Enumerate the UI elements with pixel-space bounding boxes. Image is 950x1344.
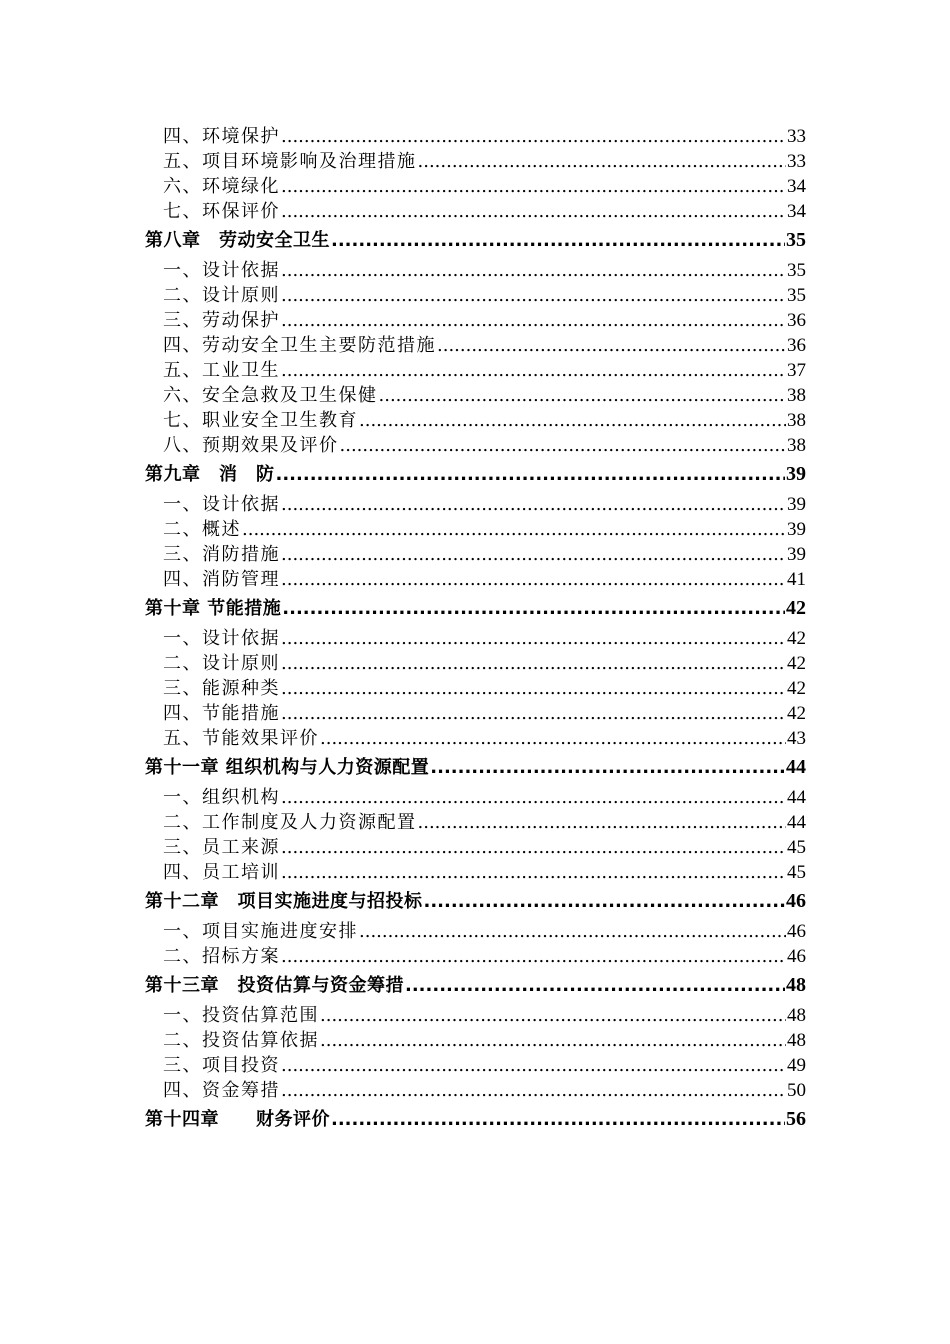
toc-section-entry[interactable] <box>145 358 806 383</box>
toc-entry-page-number: 48 <box>787 1030 806 1051</box>
toc-entry-title: 三、员工来源 <box>163 837 280 858</box>
toc-entry-title: 第十一章 组织机构与人力资源配置 <box>145 757 430 778</box>
toc-section-entry[interactable] <box>145 174 806 199</box>
dot-leader <box>281 492 786 517</box>
toc-entry-page-number: 43 <box>787 728 806 749</box>
toc-section-entry[interactable] <box>145 308 806 333</box>
toc-entry-title: 三、消防措施 <box>163 544 280 565</box>
toc-section-entry[interactable] <box>145 1078 806 1103</box>
dot-leader <box>424 889 786 914</box>
toc-entry-title: 六、安全急救及卫生保健 <box>163 385 378 406</box>
dot-leader <box>281 860 786 885</box>
dot-leader <box>320 726 786 751</box>
toc-section-entry[interactable] <box>145 492 806 517</box>
toc-entry-title: 四、资金筹措 <box>163 1080 280 1101</box>
dot-leader <box>320 1003 786 1028</box>
toc-entry-title: 第十章 节能措施 <box>145 598 282 619</box>
toc-section-entry[interactable] <box>145 1003 806 1028</box>
toc-section-entry[interactable] <box>145 1053 806 1078</box>
toc-entry-page-number: 44 <box>787 787 806 808</box>
toc-chapter-entry[interactable] <box>145 755 806 780</box>
toc-entry-title: 四、消防管理 <box>163 569 280 590</box>
toc-entry-title: 第八章 劳动安全卫生 <box>145 230 330 251</box>
toc-entry-title: 第十三章 投资估算与资金筹措 <box>145 975 404 996</box>
toc-entry-title: 一、组织机构 <box>163 787 280 808</box>
dot-leader <box>418 810 787 835</box>
toc-section-entry[interactable] <box>145 567 806 592</box>
toc-entry-title: 三、能源种类 <box>163 678 280 699</box>
toc-entry-title: 七、职业安全卫生教育 <box>163 410 358 431</box>
toc-entry-title: 五、工业卫生 <box>163 360 280 381</box>
toc-section-entry[interactable] <box>145 651 806 676</box>
toc-entry-page-number: 38 <box>787 410 806 431</box>
table-of-contents <box>145 124 806 1137</box>
toc-chapter-entry[interactable] <box>145 462 806 487</box>
toc-chapter-entry[interactable] <box>145 228 806 253</box>
dot-leader <box>359 408 786 433</box>
dot-leader <box>340 433 787 458</box>
toc-section-entry[interactable] <box>145 333 806 358</box>
toc-chapter-entry[interactable] <box>145 1107 806 1132</box>
toc-section-entry[interactable] <box>145 149 806 174</box>
toc-entry-page-number: 39 <box>787 494 806 515</box>
dot-leader <box>281 258 786 283</box>
dot-leader <box>281 283 786 308</box>
toc-entry-page-number: 39 <box>786 463 806 485</box>
dot-leader <box>281 199 786 224</box>
toc-entry-page-number: 39 <box>787 544 806 565</box>
toc-chapter-entry[interactable] <box>145 889 806 914</box>
dot-leader <box>281 701 786 726</box>
toc-entry-title: 第十二章 项目实施进度与招投标 <box>145 891 423 912</box>
toc-entry-title: 二、设计原则 <box>163 285 280 306</box>
toc-entry-page-number: 44 <box>787 812 806 833</box>
toc-entry-title: 二、投资估算依据 <box>163 1030 319 1051</box>
dot-leader <box>281 174 786 199</box>
toc-entry-page-number: 33 <box>787 126 806 147</box>
toc-entry-title: 二、工作制度及人力资源配置 <box>163 812 417 833</box>
toc-section-entry[interactable] <box>145 919 806 944</box>
toc-entry-title: 第十四章 财务评价 <box>145 1109 330 1130</box>
dot-leader <box>379 383 787 408</box>
toc-section-entry[interactable] <box>145 542 806 567</box>
toc-entry-title: 四、员工培训 <box>163 862 280 883</box>
toc-entry-page-number: 39 <box>787 519 806 540</box>
toc-entry-page-number: 34 <box>787 176 806 197</box>
toc-entry-page-number: 50 <box>787 1080 806 1101</box>
toc-entry-title: 八、预期效果及评价 <box>163 435 339 456</box>
toc-entry-page-number: 42 <box>786 597 806 619</box>
toc-section-entry[interactable] <box>145 517 806 542</box>
dot-leader <box>405 973 785 998</box>
dot-leader <box>281 651 786 676</box>
dot-leader <box>242 517 786 542</box>
toc-entry-title: 六、环境绿化 <box>163 176 280 197</box>
toc-section-entry[interactable] <box>145 785 806 810</box>
toc-entry-page-number: 35 <box>787 285 806 306</box>
dot-leader <box>418 149 787 174</box>
toc-chapter-entry[interactable] <box>145 973 806 998</box>
toc-section-entry[interactable] <box>145 676 806 701</box>
toc-section-entry[interactable] <box>145 408 806 433</box>
toc-entry-page-number: 45 <box>787 862 806 883</box>
dot-leader <box>281 626 786 651</box>
toc-section-entry[interactable] <box>145 1028 806 1053</box>
dot-leader <box>281 676 786 701</box>
toc-entry-page-number: 46 <box>787 921 806 942</box>
toc-section-entry[interactable] <box>145 199 806 224</box>
toc-entry-page-number: 33 <box>787 151 806 172</box>
toc-entry-page-number: 44 <box>786 756 806 778</box>
toc-section-entry[interactable] <box>145 433 806 458</box>
dot-leader <box>281 124 786 149</box>
dot-leader <box>281 1053 786 1078</box>
toc-entry-title: 一、投资估算范围 <box>163 1005 319 1026</box>
toc-entry-title: 四、劳动安全卫生主要防范措施 <box>163 335 436 356</box>
dot-leader <box>320 1028 786 1053</box>
dot-leader <box>281 835 786 860</box>
toc-chapter-entry[interactable] <box>145 596 806 621</box>
toc-section-entry[interactable] <box>145 626 806 651</box>
toc-entry-title: 一、设计依据 <box>163 260 280 281</box>
toc-entry-page-number: 38 <box>787 435 806 456</box>
toc-entry-page-number: 35 <box>787 260 806 281</box>
toc-entry-title: 一、设计依据 <box>163 494 280 515</box>
toc-section-entry[interactable] <box>145 860 806 885</box>
dot-leader <box>437 333 786 358</box>
toc-section-entry[interactable] <box>145 944 806 969</box>
toc-entry-title: 二、设计原则 <box>163 653 280 674</box>
dot-leader <box>331 228 785 253</box>
toc-entry-title: 一、设计依据 <box>163 628 280 649</box>
dot-leader <box>281 1078 786 1103</box>
dot-leader <box>281 944 786 969</box>
toc-entry-title: 五、项目环境影响及治理措施 <box>163 151 417 172</box>
toc-entry-title: 一、项目实施进度安排 <box>163 921 358 942</box>
toc-entry-title: 五、节能效果评价 <box>163 728 319 749</box>
toc-entry-page-number: 46 <box>786 890 806 912</box>
toc-entry-page-number: 42 <box>787 703 806 724</box>
toc-entry-title: 七、环保评价 <box>163 201 280 222</box>
dot-leader <box>281 785 786 810</box>
toc-section-entry[interactable] <box>145 810 806 835</box>
dot-leader <box>281 308 786 333</box>
toc-section-entry[interactable] <box>145 283 806 308</box>
toc-section-entry[interactable] <box>145 726 806 751</box>
toc-entry-title: 三、项目投资 <box>163 1055 280 1076</box>
toc-entry-page-number: 34 <box>787 201 806 222</box>
toc-entry-page-number: 45 <box>787 837 806 858</box>
toc-entry-page-number: 48 <box>786 974 806 996</box>
toc-entry-page-number: 37 <box>787 360 806 381</box>
toc-entry-page-number: 48 <box>787 1005 806 1026</box>
toc-entry-page-number: 49 <box>787 1055 806 1076</box>
dot-leader <box>281 358 786 383</box>
toc-entry-page-number: 36 <box>787 335 806 356</box>
dot-leader <box>359 919 786 944</box>
toc-entry-title: 三、劳动保护 <box>163 310 280 331</box>
dot-leader <box>276 462 786 487</box>
toc-section-entry[interactable] <box>145 124 806 149</box>
dot-leader <box>282 596 785 621</box>
toc-entry-title: 第九章 消 防 <box>145 464 275 485</box>
toc-entry-page-number: 42 <box>787 678 806 699</box>
toc-section-entry[interactable] <box>145 258 806 283</box>
dot-leader <box>281 542 786 567</box>
toc-entry-page-number: 38 <box>787 385 806 406</box>
toc-entry-page-number: 36 <box>787 310 806 331</box>
toc-entry-title: 二、概述 <box>163 519 241 540</box>
toc-entry-page-number: 46 <box>787 946 806 967</box>
toc-entry-title: 四、节能措施 <box>163 703 280 724</box>
dot-leader <box>331 1107 785 1132</box>
dot-leader <box>430 755 785 780</box>
toc-section-entry[interactable] <box>145 835 806 860</box>
toc-entry-page-number: 56 <box>786 1108 806 1130</box>
toc-entry-page-number: 41 <box>787 569 806 590</box>
toc-entry-page-number: 42 <box>787 653 806 674</box>
toc-section-entry[interactable] <box>145 701 806 726</box>
dot-leader <box>281 567 786 592</box>
toc-entry-page-number: 42 <box>787 628 806 649</box>
toc-entry-title: 四、环境保护 <box>163 126 280 147</box>
toc-entry-title: 二、招标方案 <box>163 946 280 967</box>
toc-section-entry[interactable] <box>145 383 806 408</box>
toc-entry-page-number: 35 <box>786 229 806 251</box>
